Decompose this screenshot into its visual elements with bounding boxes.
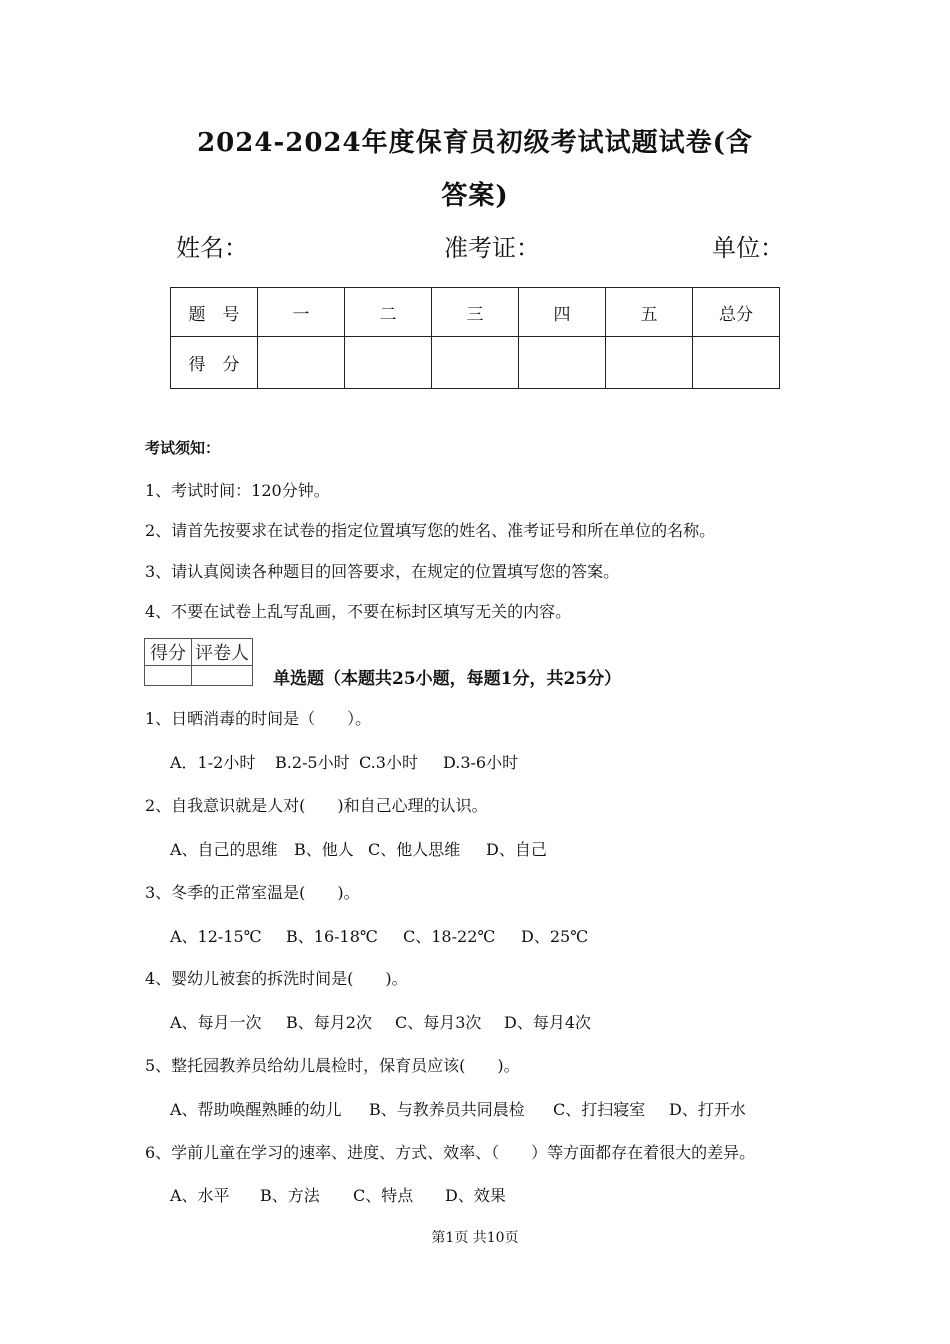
option-d[interactable]: D、自己 [486,840,547,859]
section-heading: 单选题（本题共25小题，每题1分，共25分） [273,669,622,689]
question-options [170,1010,591,1033]
option-b[interactable]: B.2-5小时 [275,753,350,772]
option-c[interactable]: C、每月3次 [395,1013,482,1032]
instruction-item: 3、请认真阅读各种题目的回答要求，在规定的位置填写您的答案。 [145,562,620,581]
question-stem: 5、整托园教养员给幼儿晨检时，保育员应该( )。 [145,1056,520,1075]
option-b[interactable]: B、16-18℃ [286,927,378,946]
grader-score-cell[interactable] [145,666,192,686]
option-d[interactable]: D、打开水 [669,1100,746,1119]
question-stem: 6、学前儿童在学习的速率、进度、方式、效率、（ ）等方面都存在着很大的差异。 [145,1143,756,1162]
section-5-header: 五 [606,288,693,337]
grader-name-label: 评卷人 [192,639,253,666]
question-stem: 2、自我意识就是人对( )和自己心理的认识。 [145,796,488,815]
question-number-label: 题 号 [171,288,258,337]
exam-title-line-2: 答案) [441,181,509,211]
instruction-item: 1、考试时间：120分钟。 [145,481,330,500]
question-stem: 3、冬季的正常室温是( )。 [145,883,360,902]
option-a[interactable]: A．1-2小时 [170,753,256,772]
unit-field-label: 单位： [712,234,784,262]
page-number-footer: 第1页 共10页 [431,1230,519,1246]
question-stem: 4、婴幼儿被套的拆洗时间是( )。 [145,969,408,988]
question-stem: 1、日晒消毒的时间是（ ）。 [145,709,372,728]
instruction-item: 4、不要在试卷上乱写乱画，不要在标封区填写无关的内容。 [145,602,572,621]
section-5-score-cell[interactable] [606,337,693,389]
grader-score-label: 得分 [145,639,192,666]
option-a[interactable]: A、12-15℃ [170,927,262,946]
name-field-label: 姓名： [176,234,248,262]
section-2-score-cell[interactable] [345,337,432,389]
score-row-label: 得 分 [171,337,258,389]
section-1-header: 一 [258,288,345,337]
grader-box [144,638,253,686]
option-d[interactable]: D.3-6小时 [443,753,519,772]
section-1-score-cell[interactable] [258,337,345,389]
option-d[interactable]: D、25℃ [521,927,589,946]
question-options [170,1097,746,1120]
question-options [170,837,547,860]
option-d[interactable]: D、效果 [445,1186,506,1205]
option-c[interactable]: C.3小时 [359,753,418,772]
instructions-heading: 考试须知： [145,439,221,457]
option-a[interactable]: A、帮助唤醒熟睡的幼儿 [170,1100,342,1119]
grader-name-cell[interactable] [192,666,253,686]
total-score-header: 总分 [693,288,780,337]
option-b[interactable]: B、他人 [294,840,354,859]
option-c[interactable]: C、18-22℃ [403,927,496,946]
section-2-header: 二 [345,288,432,337]
exam-id-field-label: 准考证： [444,234,540,262]
option-c[interactable]: C、特点 [353,1186,414,1205]
option-c[interactable]: C、打扫寝室 [553,1100,646,1119]
instruction-item: 2、请首先按要求在试卷的指定位置填写您的姓名、准考证号和所在单位的名称。 [145,521,716,540]
section-4-score-cell[interactable] [519,337,606,389]
option-a[interactable]: A、每月一次 [170,1013,262,1032]
score-table-score-row [171,337,780,389]
section-3-header: 三 [432,288,519,337]
total-score-cell[interactable] [693,337,780,389]
option-b[interactable]: B、方法 [260,1186,320,1205]
score-table-header-row [171,288,780,337]
option-a[interactable]: A、水平 [170,1186,230,1205]
option-a[interactable]: A、自己的思维 [170,840,278,859]
option-b[interactable]: B、每月2次 [286,1013,372,1032]
question-options [170,924,588,947]
question-options [170,1183,506,1206]
section-4-header: 四 [519,288,606,337]
option-c[interactable]: C、他人思维 [368,840,461,859]
question-options [170,750,518,773]
exam-title-line-1: 2024-2024年度保育员初级考试试题试卷(含 [197,128,753,158]
score-table [170,287,780,389]
option-d[interactable]: D、每月4次 [504,1013,592,1032]
section-3-score-cell[interactable] [432,337,519,389]
option-b[interactable]: B、与教养员共同晨检 [369,1100,525,1119]
